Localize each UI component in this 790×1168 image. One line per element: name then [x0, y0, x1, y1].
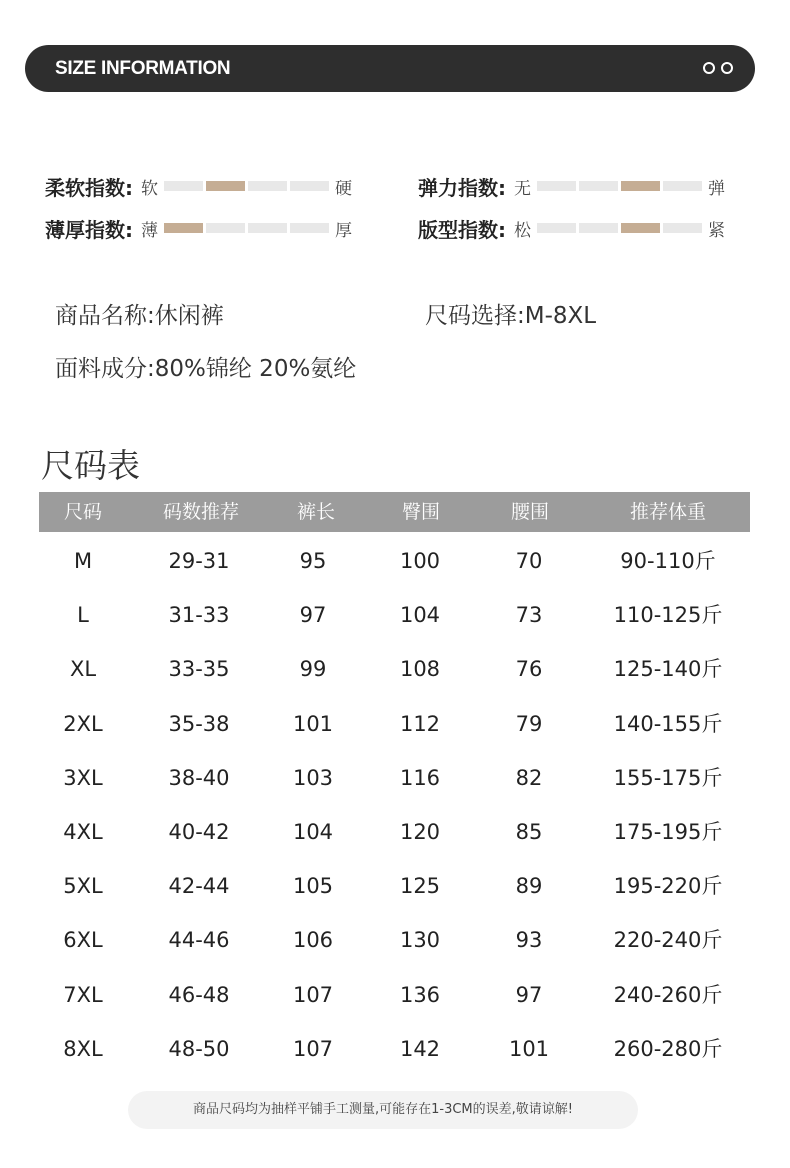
table-cell: 240-260斤	[613, 983, 723, 1007]
index-label: 柔软指数:	[45, 175, 133, 200]
scale-segment	[579, 181, 618, 191]
table-cell: 140-155斤	[613, 712, 723, 736]
index-left-label: 无	[514, 178, 531, 199]
scale-segment	[579, 223, 618, 233]
table-cell: 40-42	[168, 820, 230, 844]
table-cell: 33-35	[168, 657, 230, 681]
scale-segment	[537, 181, 576, 191]
table-cell: 195-220斤	[613, 874, 723, 898]
index-right-label: 紧	[708, 220, 725, 241]
table-header-cell: 腰围	[510, 501, 550, 523]
index-scale	[164, 181, 329, 191]
table-cell: 220-240斤	[613, 928, 723, 952]
index-scale	[537, 181, 702, 191]
table-cell: 97	[299, 603, 327, 627]
index-fit	[418, 213, 725, 243]
product-sizes: 尺码选择:M-8XL	[425, 303, 597, 329]
measurement-note: 商品尺码均为抽样平铺手工测量,可能存在1-3CM的误差,敬请谅解!	[128, 1091, 638, 1129]
table-cell: 105	[292, 874, 334, 898]
size-table-title: 尺码表	[41, 446, 140, 485]
table-cell: 2XL	[63, 712, 103, 736]
table-cell: 107	[292, 1037, 334, 1061]
table-cell: 31-33	[168, 603, 230, 627]
table-cell: 48-50	[168, 1037, 230, 1061]
table-cell: 93	[515, 928, 543, 952]
scale-segment	[248, 181, 287, 191]
header-title: SIZE INFORMATION	[55, 58, 231, 79]
table-header-cell: 臀围	[401, 501, 441, 523]
table-cell: 44-46	[168, 928, 230, 952]
scale-segment-active	[621, 181, 660, 191]
table-cell: 4XL	[63, 820, 103, 844]
table-cell: 99	[299, 657, 327, 681]
header-bar	[25, 45, 755, 92]
table-cell: 175-195斤	[613, 820, 723, 844]
table-cell: 104	[292, 820, 334, 844]
table-cell: 46-48	[168, 983, 230, 1007]
table-header-cell: 尺码	[63, 501, 103, 523]
table-cell: 70	[515, 549, 543, 573]
table-cell: 110-125斤	[613, 603, 723, 627]
table-cell: 101	[508, 1037, 550, 1061]
circle-icon	[703, 62, 715, 74]
table-cell: 107	[292, 983, 334, 1007]
scale-segment	[248, 223, 287, 233]
index-label: 版型指数:	[418, 217, 506, 242]
table-cell: 155-175斤	[613, 766, 723, 790]
table-cell: 7XL	[63, 983, 103, 1007]
table-header-cell: 裤长	[296, 501, 336, 523]
table-cell: 90-110斤	[620, 549, 716, 573]
table-cell: 6XL	[63, 928, 103, 952]
product-fabric: 面料成分:80%锦纶 20%氨纶	[55, 356, 357, 382]
circle-icon	[721, 62, 733, 74]
header-dots	[703, 62, 733, 74]
index-right-label: 弹	[708, 178, 725, 199]
table-cell: 136	[399, 983, 441, 1007]
index-label: 弹力指数:	[418, 175, 506, 200]
table-cell: XL	[69, 657, 97, 681]
index-thickness	[45, 213, 352, 243]
scale-segment	[663, 223, 702, 233]
table-cell: 112	[399, 712, 441, 736]
index-left-label: 松	[514, 220, 531, 241]
scale-segment-active	[621, 223, 660, 233]
table-cell: 42-44	[168, 874, 230, 898]
index-scale	[537, 223, 702, 233]
scale-segment-active	[206, 181, 245, 191]
table-cell: 108	[399, 657, 441, 681]
scale-segment	[290, 223, 329, 233]
table-cell: 120	[399, 820, 441, 844]
scale-segment	[290, 181, 329, 191]
table-cell: M	[73, 549, 93, 573]
table-cell: 5XL	[63, 874, 103, 898]
table-cell: 260-280斤	[613, 1037, 723, 1061]
table-cell: 101	[292, 712, 334, 736]
table-cell: 106	[292, 928, 334, 952]
table-cell: 82	[515, 766, 543, 790]
table-cell: 95	[299, 549, 327, 573]
table-header	[39, 492, 750, 532]
table-cell: 97	[515, 983, 543, 1007]
index-right-label: 硬	[335, 178, 352, 199]
index-left-label: 薄	[141, 220, 158, 241]
scale-segment-active	[164, 223, 203, 233]
table-cell: 142	[399, 1037, 441, 1061]
index-elasticity	[418, 171, 725, 201]
index-left-label: 软	[141, 178, 158, 199]
table-cell: 85	[515, 820, 543, 844]
table-cell: 38-40	[168, 766, 230, 790]
table-cell: 76	[515, 657, 543, 681]
table-header-cell: 推荐体重	[629, 501, 707, 523]
index-right-label: 厚	[335, 220, 352, 241]
table-cell: 89	[515, 874, 543, 898]
table-cell: 3XL	[63, 766, 103, 790]
table-cell: 130	[399, 928, 441, 952]
index-label: 薄厚指数:	[45, 217, 133, 242]
index-softness	[45, 171, 352, 201]
table-cell: 104	[399, 603, 441, 627]
table-cell: 116	[399, 766, 441, 790]
table-cell: 125	[399, 874, 441, 898]
scale-segment	[663, 181, 702, 191]
table-cell: 125-140斤	[613, 657, 723, 681]
table-cell: 79	[515, 712, 543, 736]
product-name: 商品名称:休闲裤	[55, 303, 224, 329]
scale-segment	[164, 181, 203, 191]
index-scale	[164, 223, 329, 233]
table-cell: 35-38	[168, 712, 230, 736]
scale-segment	[537, 223, 576, 233]
table-cell: 103	[292, 766, 334, 790]
table-cell: 100	[399, 549, 441, 573]
scale-segment	[206, 223, 245, 233]
table-header-cell: 码数推荐	[162, 501, 240, 523]
table-cell: 73	[515, 603, 543, 627]
table-cell: 8XL	[63, 1037, 103, 1061]
table-cell: 29-31	[168, 549, 230, 573]
table-cell: L	[77, 603, 89, 627]
